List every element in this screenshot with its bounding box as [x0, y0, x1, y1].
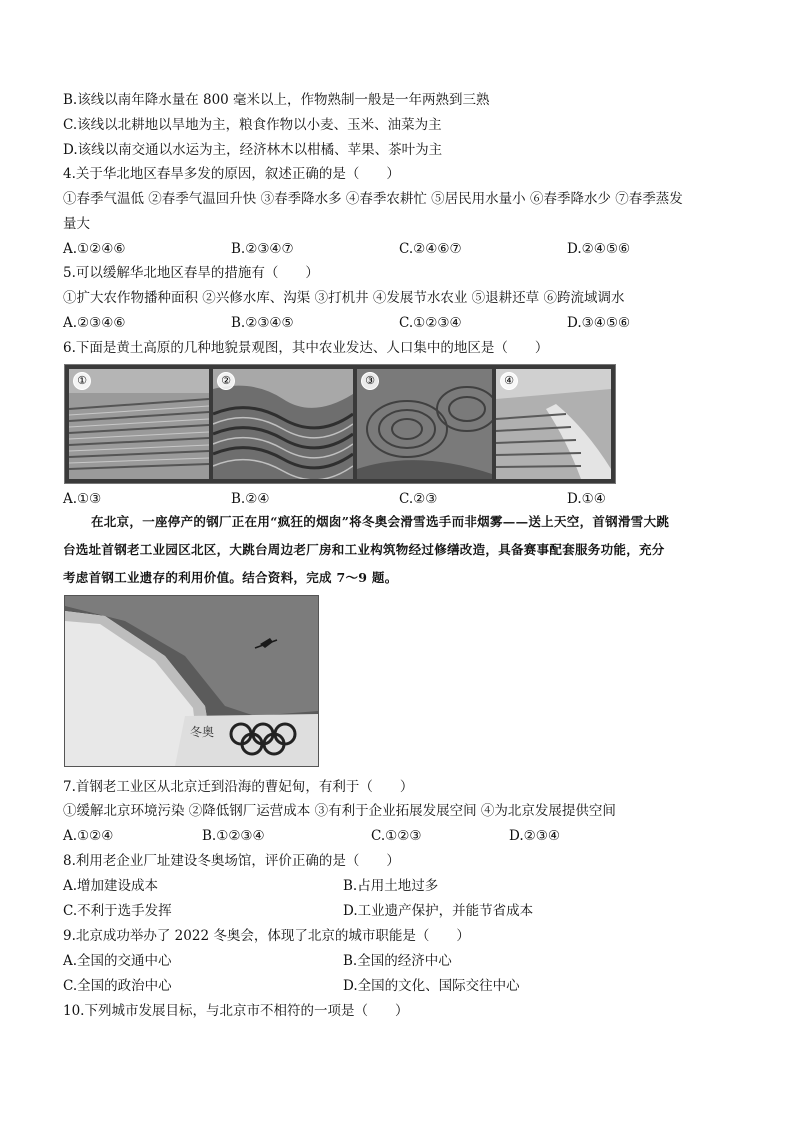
q3-option-d: D.该线以南交通以水运为主，经济林木以柑橘、苹果、茶叶为主: [63, 142, 443, 158]
landform-photo-2: [213, 369, 353, 479]
q8-option-c: C.不利于选手发挥: [63, 903, 172, 919]
q4-option-a: A.①②④⑥: [63, 241, 126, 257]
q5-items: ①扩大农作物播种面积 ②兴修水库、沟渠 ③打机井 ④发展节水农业 ⑤退耕还草 ⑥跨流域调水: [63, 290, 625, 306]
q4-items: ①春季气温低 ②春季气温回升快 ③春季降水多 ④春季农耕忙 ⑤居民用水量小 ⑥春季降水少 ⑦春季蒸发: [63, 191, 683, 207]
q7-items: ①缓解北京环境污染 ②降低钢厂运营成本 ③有利于企业拓展发展空间 ④为北京发展提供空间: [63, 803, 616, 819]
big-air-shougang-photo: [64, 595, 319, 767]
photo-label-1: ①: [73, 372, 91, 390]
q5-stem: 5.可以缓解华北地区春旱的措施有（ ）: [63, 265, 319, 281]
passage-line-2: 台选址首钢老工业园区北区，大跳台周边老厂房和工业构筑物经过修缮改造，具备赛事配套服务功能，充分: [63, 542, 665, 557]
q6-option-b: B.②④: [231, 491, 270, 507]
q9-option-c: C.全国的政治中心: [63, 978, 172, 994]
q7-option-d: D.②③④: [509, 828, 560, 844]
q4-option-d: D.②④⑤⑥: [567, 241, 631, 257]
q10-stem: 10.下列城市发展目标，与北京市不相符的一项是（ ）: [63, 1003, 409, 1019]
q7-stem: 7.首钢老工业区从北京迁到沿海的曹妃甸，有利于（ ）: [63, 779, 414, 795]
q4-option-c: C.②④⑥⑦: [399, 241, 462, 257]
q7-option-b: B.①②③④: [202, 828, 265, 844]
q4-option-b: B.②③④⑦: [231, 241, 294, 257]
q6-option-d: D.①④: [567, 491, 606, 507]
q8-option-d: D.工业遗产保护，并能节省成本: [343, 903, 534, 919]
q6-stem: 6.下面是黄土高原的几种地貌景观图，其中农业发达、人口集中的地区是（ ）: [63, 340, 549, 356]
q3-option-c: C.该线以北耕地以旱地为主，粮食作物以小麦、玉米、油菜为主: [63, 117, 442, 133]
q3-option-b: B.该线以南年降水量在 800 毫米以上，作物熟制一般是一年两熟到三熟: [63, 92, 490, 108]
landform-photo-4: [496, 369, 611, 479]
q9-option-d: D.全国的文化、国际交往中心: [343, 978, 520, 994]
photo-label-3: ③: [361, 372, 379, 390]
loess-landform-photos: [64, 364, 616, 484]
q8-option-b: B.占用土地过多: [343, 878, 439, 894]
passage-line-1: 在北京，一座停产的钢厂正在用“疯狂的烟囱”将冬奥会滑雪选手而非烟雾——送上天空，首钢滑雪大跳: [91, 514, 670, 529]
landform-photo-1: [69, 369, 209, 479]
q5-option-a: A.②③④⑥: [63, 315, 126, 331]
q6-option-c: C.②③: [399, 491, 438, 507]
q5-option-c: C.①②③④: [399, 315, 462, 331]
passage-line-3: 考虑首钢工业遗存的利用价值。结合资料，完成 7～9 题。: [63, 570, 398, 585]
q8-option-a: A.增加建设成本: [63, 878, 159, 894]
photo-label-4: ④: [500, 372, 518, 390]
photo-label-2: ②: [217, 372, 235, 390]
q8-stem: 8.利用老企业厂址建设冬奥场馆，评价正确的是（ ）: [63, 853, 400, 869]
q4-items-cont: 量大: [63, 216, 90, 232]
q6-option-a: A.①③: [63, 491, 102, 507]
q9-option-a: A.全国的交通中心: [63, 953, 172, 969]
q9-stem: 9.北京成功举办了 2022 冬奥会，体现了北京的城市职能是（ ）: [63, 928, 470, 944]
q7-option-c: C.①②③: [371, 828, 422, 844]
q5-option-d: D.③④⑤⑥: [567, 315, 631, 331]
q5-option-b: B.②③④⑤: [231, 315, 294, 331]
q7-option-a: A.①②④: [63, 828, 114, 844]
landform-photo-3: [357, 369, 492, 479]
q9-option-b: B.全国的经济中心: [343, 953, 452, 969]
q4-stem: 4.关于华北地区春旱多发的原因，叙述正确的是（ ）: [63, 166, 400, 182]
ski-photo-text: 冬奥: [190, 725, 215, 739]
